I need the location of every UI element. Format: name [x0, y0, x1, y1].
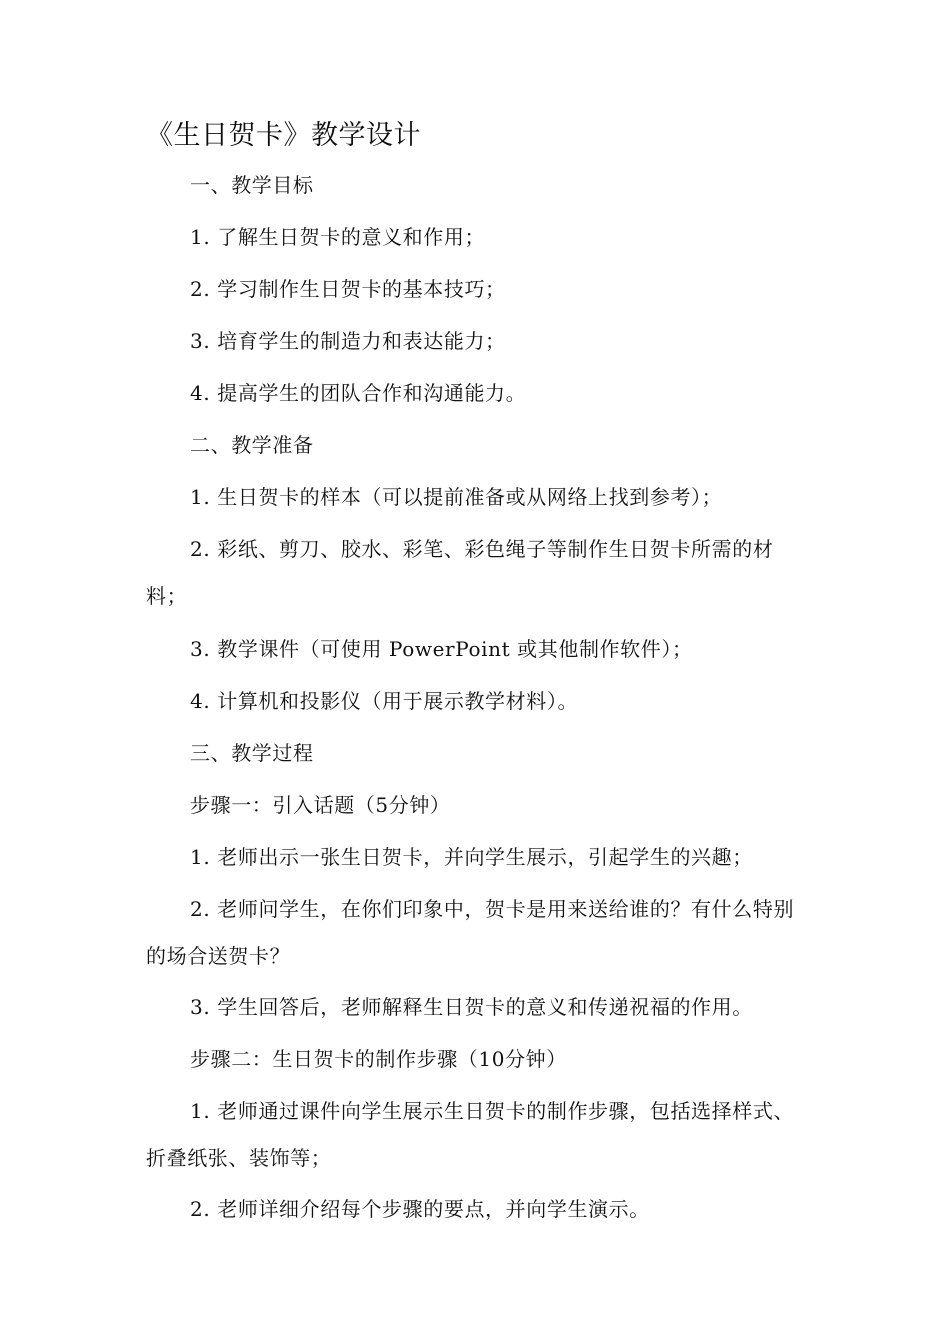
- paragraph: 4. 计算机和投影仪（用于展示教学材料）。: [190, 689, 579, 713]
- paragraph: 2. 学习制作生日贺卡的基本技巧；: [190, 277, 506, 301]
- paragraph: 1. 老师出示一张生日贺卡，并向学生展示，引起学生的兴趣；: [190, 845, 753, 869]
- section-heading-objectives: 一、教学目标: [190, 173, 314, 197]
- paragraph: 3. 教学课件（可使用 PowerPoint 或其他制作软件）；: [190, 637, 693, 661]
- paragraph: 1. 生日贺卡的样本（可以提前准备或从网络上找到参考）；: [190, 485, 723, 509]
- paragraph: 2. 老师详细介绍每个步骤的要点，并向学生演示。: [190, 1197, 650, 1221]
- paragraph: 1. 老师通过课件向学生展示生日贺卡的制作步骤，包括选择样式、折叠纸张、装饰等；: [146, 1099, 795, 1170]
- section-heading-preparation: 二、教学准备: [190, 433, 314, 457]
- step-heading: 步骤一：引入话题（5分钟）: [190, 793, 451, 817]
- section-heading-process: 三、教学过程: [190, 741, 314, 765]
- document-title: 《生日贺卡》教学设计: [146, 120, 421, 151]
- paragraph: 4. 提高学生的团队合作和沟通能力。: [190, 381, 527, 405]
- paragraph: 1. 了解生日贺卡的意义和作用；: [190, 225, 486, 249]
- paragraph: 3. 学生回答后，老师解释生日贺卡的意义和传递祝福的作用。: [190, 995, 753, 1019]
- paragraph: 2. 彩纸、剪刀、胶水、彩笔、彩色绳子等制作生日贺卡所需的材料；: [146, 537, 774, 608]
- paragraph: 3. 培育学生的制造力和表达能力；: [190, 329, 506, 353]
- step-heading: 步骤二：生日贺卡的制作步骤（10分钟）: [190, 1047, 567, 1071]
- paragraph: 2. 老师问学生，在你们印象中，贺卡是用来送给谁的？有什么特别的场合送贺卡？: [146, 897, 795, 968]
